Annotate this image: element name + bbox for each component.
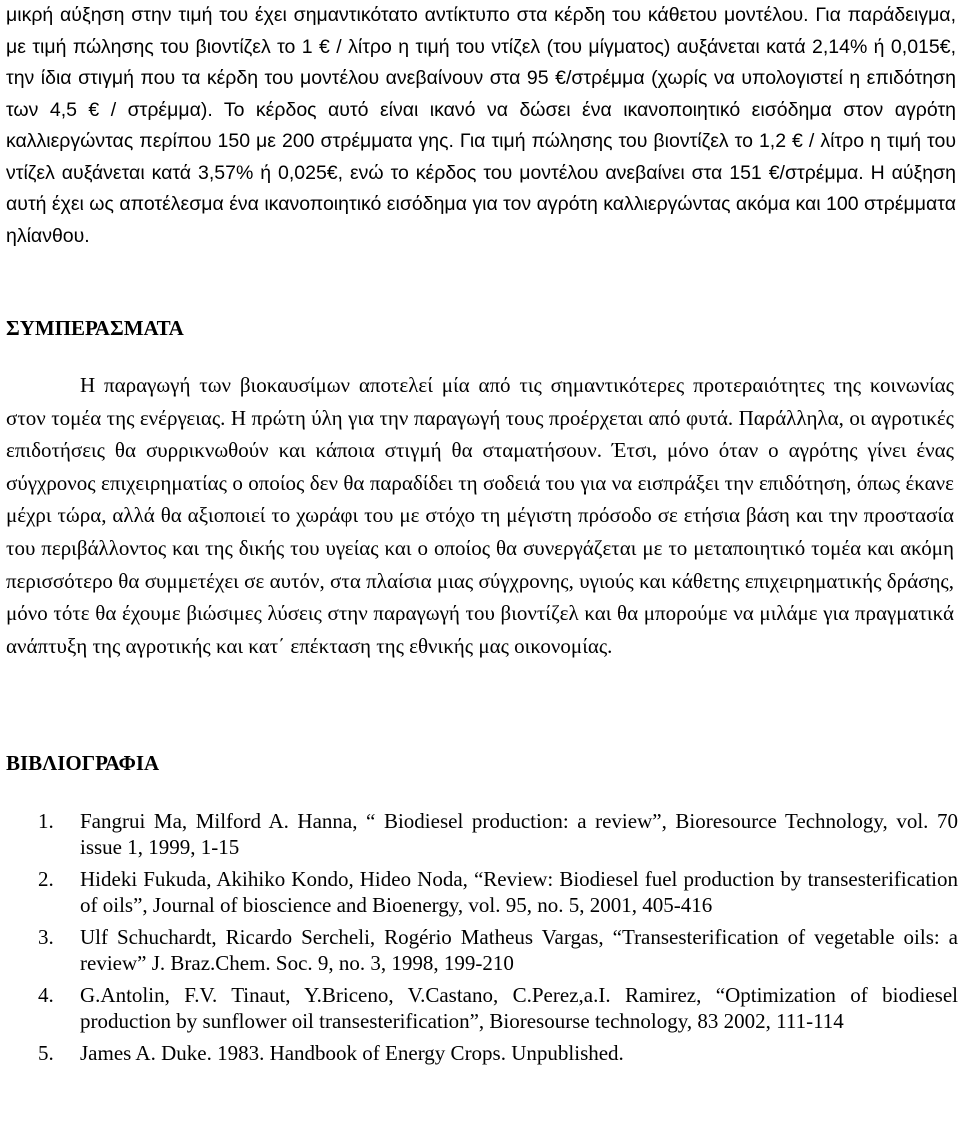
bibliography-heading: ΒΙΒΛΙΟΓΡΑΦΙΑ bbox=[6, 751, 160, 775]
item-number: 5. bbox=[38, 1041, 54, 1065]
item-text: G.Antolin, F.V. Tinaut, Y.Briceno, V.Castano, C.Perez,a.I. Ramirez, “Optimization of biodiesel production by sunflower oil transesterification”, Bioresourse technology, 83 2002, 111-114 bbox=[80, 983, 958, 1033]
item-text: Fangrui Ma, Milford A. Hanna, “ Biodiesel production: a review”, Bioresource Technology, vol. 70 issue 1, 1999, 1-15 bbox=[80, 809, 958, 859]
bibliography-item bbox=[38, 924, 958, 976]
item-number: 1. bbox=[38, 809, 54, 833]
bibliography-item bbox=[38, 866, 958, 918]
item-number: 2. bbox=[38, 867, 54, 891]
conclusions-body: Η παραγωγή των βιοκαυσίμων αποτελεί μία από τις σημαντικότερες προτεραιότητες της κοινωνίας στον τομέα της ενέργειας. Η πρώτη ύλη για την παραγωγή τους προέρχεται από φυτά. Παράλληλα, οι αγροτικές επιδοτήσεις θα συρρικνωθούν και κάποια στιγμή θα σταματήσουν. Έτσι, μόνο όταν ο αγρότης γίνει ένας σύγχρονος επιχειρηματίας ο οποίος δεν θα παραδίδει τη σοδειά του για να εισπράξει την επιδότηση, όπως έκανε μέχρι τώρα, αλλά θα αξιοποιεί το χωράφι του με στόχο τη μέγιστη πρόσοδο σε ετήσια βάση και την προστασία του περιβάλλοντος και της δικής του υγείας και ο οποίος θα συνεργάζεται με το μεταποιητικό τομέα και ακόμη περισσότερο θα συμμετέχει σε αυτόν, στα πλαίσια μιας σύγχρονης, υγιούς και κάθετης επιχειρηματικής δράσης, μόνο τότε θα έχουμε βιώσιμες λύσεις στην παραγωγή του βιοντίζελ και θα μπορούμε να μιλάμε για πραγματικά ανάπτυξη της αγροτικής και κατ΄ επέκταση της εθνικής μας οικονομίας. bbox=[6, 373, 954, 658]
item-text: Hideki Fukuda, Akihiko Kondo, Hideo Noda, “Review: Biodiesel fuel production by transesterification of oils”, Journal of bioscience and Bioenergy, vol. 95, no. 5, 2001, 405-416 bbox=[80, 867, 958, 917]
conclusions-heading: ΣΥΜΠΕΡΑΣΜΑΤΑ bbox=[6, 316, 184, 340]
bibliography-item bbox=[38, 982, 958, 1034]
item-number: 3. bbox=[38, 925, 54, 949]
bibliography-item bbox=[38, 1040, 958, 1066]
item-text: Ulf Schuchardt, Ricardo Sercheli, Rogério Matheus Vargas, “Transesterification of vegetable oils: a review” J. Braz.Chem. Soc. 9, no. 3, 1998, 199-210 bbox=[80, 925, 958, 975]
item-number: 4. bbox=[38, 983, 54, 1007]
bibliography-list bbox=[38, 808, 958, 1072]
bibliography-item bbox=[38, 808, 958, 860]
item-text: James A. Duke. 1983. Handbook of Energy Crops. Unpublished. bbox=[80, 1041, 624, 1065]
paragraph-intro: μικρή αύξηση στην τιμή του έχει σημαντικότατο αντίκτυπο στα κέρδη του κάθετου μοντέλου. Για παράδειγμα, με τιμή πώλησης του βιοντίζελ το 1 € / λίτρο η τιμή του ντίζελ (του μίγματος) αυξάνεται κατά 2,14% ή 0,015€, την ίδια στιγμή που τα κέρδη του μοντέλου ανεβαίνουν στα 95 €/στρέμμα (χωρίς να υπολογιστεί η επιδότηση των 4,5 € / στρέμμα). Το κέρδος αυτό είναι ικανό να δώσει ένα ικανοποιητικό εισόδημα στον αγρότη καλλιεργώντας περίπου 150 με 200 στρέμματα γης. Για τιμή πώλησης του βιοντίζελ το 1,2 € / λίτρο η τιμή του ντίζελ αυξάνεται κατά 3,57% ή 0,025€, ενώ το κέρδος του μοντέλου ανεβαίνει στα 151 €/στρέμμα. Η αύξηση αυτή έχει ως αποτέλεσμα ένα ικανοποιητικό εισόδημα για τον αγρότη καλλιεργώντας ακόμα και 100 στρέμματα ηλίανθου. bbox=[6, 4, 956, 247]
